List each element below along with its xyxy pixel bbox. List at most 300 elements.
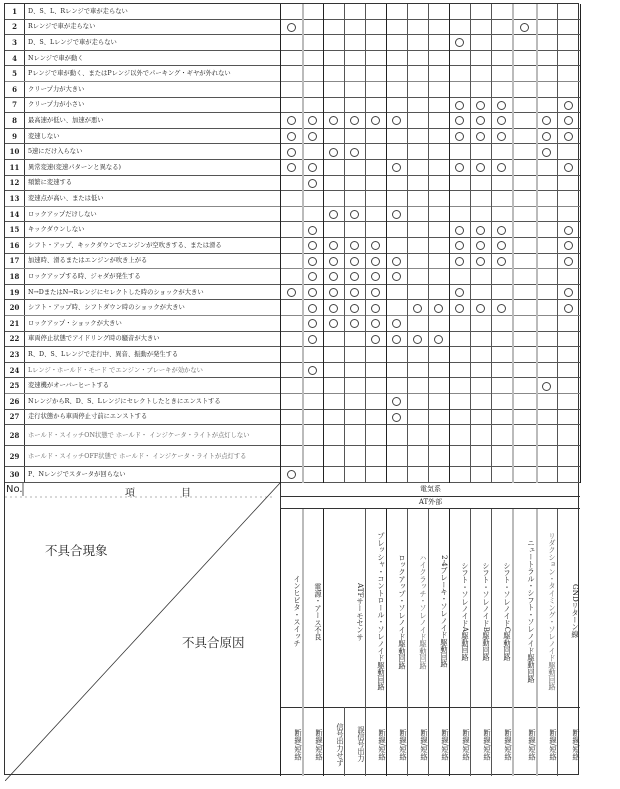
symptom-text: 変速しない xyxy=(28,132,60,140)
grid-line xyxy=(344,82,345,98)
grid-line xyxy=(302,66,304,82)
grid-line xyxy=(323,176,324,192)
grid-line xyxy=(470,176,471,192)
grid-line xyxy=(280,35,281,51)
grid-line xyxy=(557,66,558,82)
diagonal-divider xyxy=(5,483,281,781)
grid-line xyxy=(449,332,450,348)
grid-line xyxy=(323,363,324,379)
grid-line xyxy=(280,176,281,192)
grid-line xyxy=(491,394,492,410)
cause-mark-circle xyxy=(350,148,359,157)
grid-line xyxy=(344,98,345,114)
grid-line xyxy=(407,238,408,254)
grid-line xyxy=(491,269,492,285)
grid-line xyxy=(407,207,408,223)
grid-line xyxy=(428,425,429,446)
row-number: 6 xyxy=(5,82,25,97)
fault-type-label: 断線/短絡 xyxy=(420,728,429,761)
grid-line xyxy=(386,300,387,316)
grid-line xyxy=(323,316,324,332)
table-row xyxy=(5,363,580,379)
symptom-text: シフト・アップ、キックダウンでエンジンが空吹きする、または滑る xyxy=(28,241,222,249)
grid-line xyxy=(449,254,450,270)
grid-line xyxy=(449,160,450,176)
grid-line xyxy=(449,113,450,129)
grid-line xyxy=(428,51,429,67)
grid-line xyxy=(536,129,538,145)
grid-line xyxy=(386,191,387,207)
grid-line xyxy=(302,254,304,270)
subcategory-header: AT外部 xyxy=(280,497,580,509)
cause-column-label: リダクション・タイミング・ソレノイド駆動回路 xyxy=(548,532,557,691)
grid-line xyxy=(491,176,492,192)
grid-line xyxy=(407,222,408,238)
grid-line xyxy=(512,300,514,316)
grid-line xyxy=(470,35,471,51)
grid-line xyxy=(280,98,281,114)
cause-mark-circle xyxy=(392,272,401,281)
grid-line xyxy=(557,20,558,36)
cause-mark-circle xyxy=(308,366,317,375)
grid-line xyxy=(428,446,429,467)
grid-line xyxy=(365,4,366,20)
cause-mark-circle xyxy=(329,148,338,157)
grid-line xyxy=(280,82,281,98)
cause-mark-circle xyxy=(564,257,573,266)
grid-line xyxy=(557,347,558,363)
grid-line xyxy=(428,410,429,426)
grid-line xyxy=(323,160,324,176)
grid-line xyxy=(386,425,387,446)
grid-line xyxy=(407,20,408,36)
grid-line xyxy=(280,129,281,145)
grid-line xyxy=(512,394,514,410)
symptom-text: 車両停止状態でアイドリング時の騒音が大きい xyxy=(28,335,160,343)
grid-line xyxy=(365,66,366,82)
grid-line xyxy=(407,300,408,316)
grid-line xyxy=(344,332,345,348)
grid-line xyxy=(323,410,324,426)
grid-line xyxy=(536,425,538,446)
table-row xyxy=(5,144,580,160)
row-number: 17 xyxy=(5,254,25,269)
grid-line xyxy=(449,98,450,114)
cause-mark-circle xyxy=(476,257,485,266)
cause-mark-circle xyxy=(371,257,380,266)
grid-line xyxy=(536,238,538,254)
cause-mark-circle xyxy=(329,210,338,219)
grid-line xyxy=(302,176,304,192)
grid-line xyxy=(302,347,304,363)
grid-line xyxy=(491,191,492,207)
grid-line xyxy=(470,191,471,207)
cause-mark-circle xyxy=(564,132,573,141)
grid-line xyxy=(323,300,324,316)
grid-line xyxy=(302,35,304,51)
grid-line xyxy=(449,20,450,36)
cause-column-label: シフト・ソレノイドC駆動回路 xyxy=(503,561,512,661)
symptom-text: 変速点が高い、または低い xyxy=(28,194,104,202)
grid-line xyxy=(323,347,324,363)
grid-line xyxy=(428,98,429,114)
grid-line xyxy=(536,254,538,270)
grid-line xyxy=(280,363,281,379)
row-number: 18 xyxy=(5,269,25,284)
cause-mark-circle xyxy=(455,132,464,141)
grid-line xyxy=(428,66,429,82)
grid-line xyxy=(302,207,304,223)
grid-line xyxy=(428,160,429,176)
grid-line xyxy=(470,332,471,348)
grid-line xyxy=(302,425,304,446)
grid-line xyxy=(580,51,581,67)
row-number: 30 xyxy=(5,467,25,482)
grid-line xyxy=(470,269,471,285)
grid-line xyxy=(428,285,429,301)
table-row xyxy=(5,82,580,98)
grid-line xyxy=(386,285,387,301)
grid-line xyxy=(536,160,538,176)
grid-line xyxy=(280,410,281,426)
row-number: 22 xyxy=(5,332,25,347)
grid-line xyxy=(323,378,324,394)
row-number: 7 xyxy=(5,98,25,113)
cause-mark-circle xyxy=(329,257,338,266)
symptom-text: R、D、S、Lレンジで走行中、異音、振動が発生する xyxy=(28,350,179,358)
row-number: 11 xyxy=(5,160,25,175)
grid-line xyxy=(365,160,366,176)
cause-mark-circle xyxy=(329,272,338,281)
grid-line xyxy=(449,410,450,426)
cause-mark-circle xyxy=(455,101,464,110)
grid-line xyxy=(280,347,281,363)
table-row xyxy=(5,347,580,363)
grid-line xyxy=(386,129,387,145)
grid-line xyxy=(580,446,581,467)
grid-line xyxy=(302,446,304,467)
grid-line xyxy=(470,363,471,379)
grid-line xyxy=(386,4,387,20)
row-number: 23 xyxy=(5,347,25,362)
grid-line xyxy=(512,176,514,192)
grid-line xyxy=(580,254,581,270)
cause-mark-circle xyxy=(308,272,317,281)
grid-line xyxy=(407,113,408,129)
grid-line xyxy=(365,144,366,160)
grid-line xyxy=(386,66,387,82)
grid-line xyxy=(302,4,304,20)
table-row xyxy=(5,300,580,316)
symptom-text: Lレンジ・ホールド・モード でエンジン・ブレーキが効かない xyxy=(28,366,203,374)
grid-line xyxy=(323,269,324,285)
grid-line xyxy=(491,51,492,67)
cause-mark-circle xyxy=(308,116,317,125)
grid-line xyxy=(449,66,450,82)
cause-column-label: GNDリターン線 xyxy=(571,584,580,639)
grid-line xyxy=(470,222,471,238)
grid-line xyxy=(536,191,538,207)
grid-line xyxy=(280,300,281,316)
grid-line xyxy=(323,191,324,207)
grid-line xyxy=(512,238,514,254)
grid-line xyxy=(557,4,558,20)
grid-line xyxy=(580,82,581,98)
grid-line xyxy=(386,20,387,36)
grid-line xyxy=(449,207,450,223)
grid-line xyxy=(536,378,538,394)
grid-line xyxy=(470,4,471,20)
cause-mark-circle xyxy=(497,257,506,266)
grid-line xyxy=(302,144,304,160)
grid-line xyxy=(536,347,538,363)
grid-line xyxy=(491,238,492,254)
cause-mark-circle xyxy=(564,288,573,297)
grid-line xyxy=(557,98,558,114)
grid-line xyxy=(344,113,345,129)
row-number: 14 xyxy=(5,207,25,222)
symptom-text: Nレンジで車が動く xyxy=(28,54,84,62)
grid-line xyxy=(428,82,429,98)
grid-line xyxy=(386,446,387,467)
grid-line xyxy=(344,363,345,379)
fault-type-label: 断線/短絡 xyxy=(504,728,513,761)
table-row xyxy=(5,467,580,483)
grid-line xyxy=(557,82,558,98)
table-row xyxy=(5,4,580,20)
grid-line xyxy=(280,207,281,223)
grid-line xyxy=(365,113,366,129)
grid-line xyxy=(512,4,514,20)
table-row xyxy=(5,222,580,238)
grid-line xyxy=(512,446,514,467)
grid-line xyxy=(512,347,514,363)
cause-mark-circle xyxy=(329,288,338,297)
row-number: 5 xyxy=(5,66,25,81)
cause-mark-circle xyxy=(350,116,359,125)
grid-line xyxy=(407,98,408,114)
grid-line xyxy=(557,207,558,223)
fault-type-label: 断線/短絡 xyxy=(399,728,408,761)
cause-mark-circle xyxy=(287,288,296,297)
grid-line xyxy=(580,285,581,301)
grid-line xyxy=(302,238,304,254)
grid-line xyxy=(344,144,345,160)
grid-line xyxy=(365,20,366,36)
cause-mark-circle xyxy=(520,23,529,32)
fault-type-label: 断線/短絡 xyxy=(572,728,581,761)
grid-line xyxy=(512,129,514,145)
cause-mark-circle xyxy=(308,226,317,235)
cause-mark-circle xyxy=(350,272,359,281)
grid-line xyxy=(512,207,514,223)
cause-mark-circle xyxy=(497,241,506,250)
fault-type-label: 断線/短絡 xyxy=(462,728,471,761)
grid-line xyxy=(536,113,538,129)
cause-column-label: ニュートラル・シフト・ソレノイド駆動回路 xyxy=(527,539,536,684)
cause-mark-circle xyxy=(413,335,422,344)
cause-mark-circle xyxy=(497,226,506,235)
table-header xyxy=(5,483,580,776)
grid-line xyxy=(344,51,345,67)
grid-line xyxy=(580,467,581,483)
grid-line xyxy=(344,707,345,776)
grid-line xyxy=(302,316,304,332)
grid-line xyxy=(512,363,514,379)
grid-line xyxy=(323,4,324,20)
grid-line xyxy=(365,82,366,98)
symptom-text: Pレンジで車が動く、またはPレンジ以外でパーキング・ギヤが外れない xyxy=(28,70,231,78)
row-number: 4 xyxy=(5,51,25,66)
grid-line xyxy=(428,254,429,270)
grid-line xyxy=(557,113,558,129)
grid-line xyxy=(536,144,538,160)
grid-line xyxy=(280,394,281,410)
grid-line xyxy=(470,20,471,36)
grid-line xyxy=(344,316,345,332)
symptom-text: 加速時、滑るまたはエンジンが吹き上がる xyxy=(28,257,148,265)
cause-mark-circle xyxy=(476,101,485,110)
grid-line xyxy=(580,144,581,160)
grid-line xyxy=(580,160,581,176)
grid-line xyxy=(386,378,387,394)
row-number: 1 xyxy=(5,4,25,19)
cause-mark-circle xyxy=(497,132,506,141)
grid-line xyxy=(344,207,345,223)
symptom-label: 不具合現象 xyxy=(45,542,108,558)
cause-mark-circle xyxy=(371,319,380,328)
cause-mark-circle xyxy=(497,101,506,110)
grid-line xyxy=(302,394,304,410)
grid-line xyxy=(407,144,408,160)
cause-mark-circle xyxy=(392,335,401,344)
table-row xyxy=(5,285,580,301)
symptom-text: 5速にだけ入らない xyxy=(28,148,83,156)
fault-type-label: 断線/短絡 xyxy=(483,728,492,761)
grid-line xyxy=(536,66,538,82)
grid-line xyxy=(491,378,492,394)
grid-line xyxy=(491,254,492,270)
grid-line xyxy=(280,51,281,67)
grid-line xyxy=(302,98,304,114)
grid-line xyxy=(470,254,471,270)
grid-line xyxy=(470,394,471,410)
grid-line xyxy=(449,446,450,467)
grid-line xyxy=(428,467,429,483)
grid-line xyxy=(344,300,345,316)
grid-line xyxy=(407,410,408,426)
grid-line xyxy=(365,425,366,446)
grid-line xyxy=(386,254,387,270)
cause-mark-circle xyxy=(392,319,401,328)
item-header-1: 項 xyxy=(125,487,135,499)
cause-mark-circle xyxy=(350,288,359,297)
cause-mark-circle xyxy=(308,319,317,328)
grid-line xyxy=(344,394,345,410)
table-row xyxy=(5,207,580,223)
grid-line xyxy=(365,316,366,332)
grid-line xyxy=(386,207,387,223)
grid-line xyxy=(365,35,366,51)
grid-line xyxy=(302,467,304,483)
grid-line xyxy=(557,378,558,394)
grid-line xyxy=(449,222,450,238)
grid-line xyxy=(491,20,492,36)
grid-line xyxy=(512,98,514,114)
grid-line xyxy=(365,394,366,410)
grid-line xyxy=(344,347,345,363)
cause-mark-circle xyxy=(392,116,401,125)
grid-line xyxy=(280,316,281,332)
cause-mark-circle xyxy=(455,257,464,266)
grid-line xyxy=(323,129,324,145)
cause-mark-circle xyxy=(371,241,380,250)
grid-line xyxy=(365,98,366,114)
cause-mark-circle xyxy=(287,470,296,479)
grid-line xyxy=(302,269,304,285)
cause-mark-circle xyxy=(308,257,317,266)
grid-line xyxy=(470,446,471,467)
grid-line xyxy=(470,144,471,160)
cause-mark-circle xyxy=(476,132,485,141)
cause-mark-circle xyxy=(287,116,296,125)
cause-mark-circle xyxy=(476,163,485,172)
grid-line xyxy=(344,176,345,192)
cause-mark-circle xyxy=(455,226,464,235)
grid-line xyxy=(365,378,366,394)
grid-line xyxy=(449,176,450,192)
fault-type-label: 断線/短絡 xyxy=(441,728,450,761)
grid-line xyxy=(557,394,558,410)
grid-line xyxy=(428,300,429,316)
row-number: 8 xyxy=(5,113,25,128)
grid-line xyxy=(536,82,538,98)
cause-mark-circle xyxy=(308,288,317,297)
grid-line xyxy=(280,222,281,238)
grid-line xyxy=(302,20,304,36)
grid-line xyxy=(580,347,581,363)
cause-mark-circle xyxy=(455,304,464,313)
grid-line xyxy=(580,300,581,316)
cause-mark-circle xyxy=(542,132,551,141)
grid-line xyxy=(491,332,492,348)
grid-line xyxy=(428,316,429,332)
grid-line xyxy=(428,4,429,20)
grid-line xyxy=(580,410,581,426)
cause-mark-circle xyxy=(476,241,485,250)
cause-mark-circle xyxy=(329,304,338,313)
grid-line xyxy=(580,176,581,192)
row-number: 29 xyxy=(5,446,25,466)
grid-line xyxy=(536,446,538,467)
grid-line xyxy=(449,82,450,98)
grid-line xyxy=(280,20,281,36)
cause-mark-circle xyxy=(564,241,573,250)
symptom-text: シフト・アップ時、シフトダウン時のショックが大きい xyxy=(28,304,185,312)
row-number: 9 xyxy=(5,129,25,144)
cause-mark-circle xyxy=(413,304,422,313)
grid-line xyxy=(557,300,558,316)
cause-mark-circle xyxy=(329,319,338,328)
table-row xyxy=(5,332,580,348)
grid-line xyxy=(557,129,558,145)
grid-line xyxy=(344,4,345,20)
grid-line xyxy=(386,35,387,51)
grid-line xyxy=(449,363,450,379)
grid-line xyxy=(344,20,345,36)
grid-line xyxy=(428,191,429,207)
grid-line xyxy=(302,285,304,301)
